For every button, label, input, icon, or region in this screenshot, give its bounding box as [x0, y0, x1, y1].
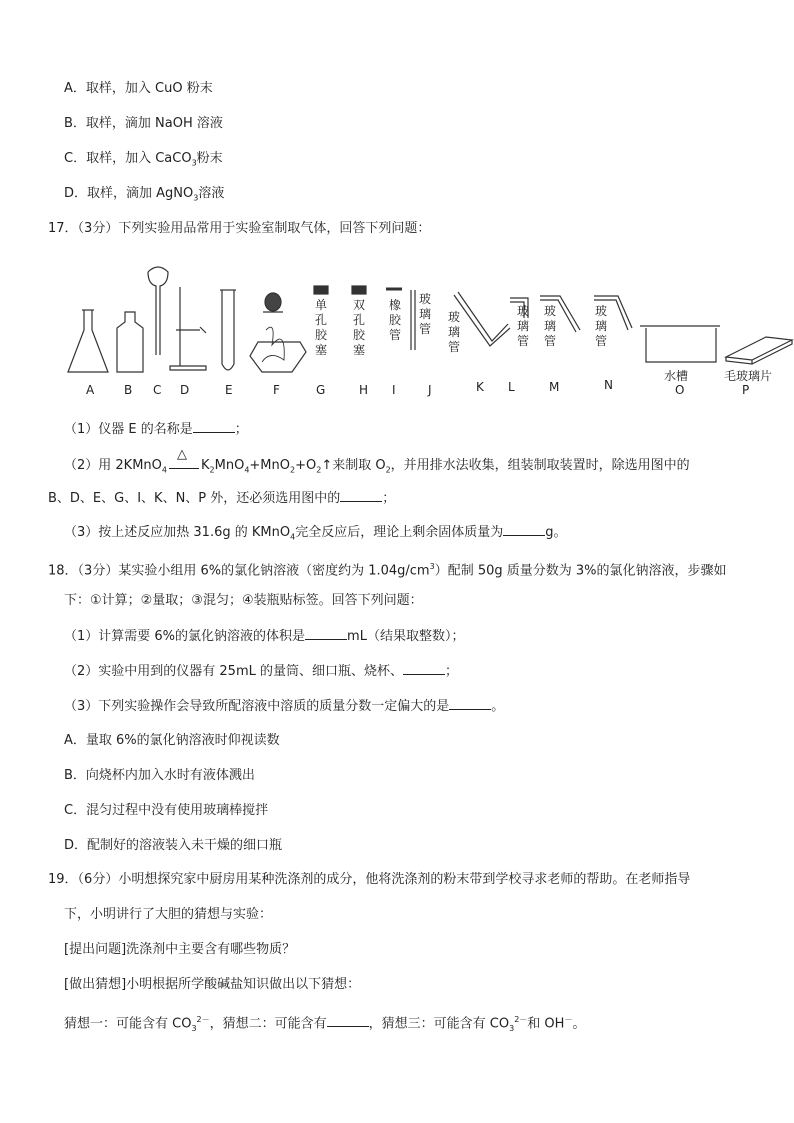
figure-label-a: A [86, 383, 95, 397]
figure-label-o: O [675, 383, 685, 397]
test-tube-drawing [222, 290, 234, 370]
word-rubber-tube: 橡胶管 [388, 298, 401, 342]
q18-sub1: （1）计算需要 6%的氯化钠溶液的体积是 mL（结果取整数）； [64, 629, 465, 644]
word-glass-tube-m: 玻璃管 [543, 304, 556, 348]
figure-label-j: J [428, 383, 432, 397]
water-trough-drawing [646, 328, 716, 362]
option-b: B．取样，滴加 NaOH 溶液 [64, 116, 223, 131]
answer-blank[interactable] [340, 489, 382, 502]
q18-stem-line2: 下：①计算；②量取；③混匀；④装瓶贴标签。回答下列问题： [64, 593, 423, 608]
option-d: D．取样，滴加 AgNO$_3$溶液 [64, 186, 225, 203]
alcohol-lamp-drawing [250, 312, 306, 372]
q19-ask: [提出问题]洗涤剂中主要含有哪些物质？ [64, 942, 296, 957]
figure-label-f: F [273, 383, 280, 397]
figure-label-g: G [316, 383, 326, 397]
option-a: A．取样，加入 CuO 粉末 [64, 81, 213, 96]
figure-label-n: N [604, 378, 613, 392]
word-glass-tube-l: 玻璃管 [516, 304, 529, 348]
figure-label-m: M [549, 380, 560, 394]
long-funnel-drawing [148, 267, 168, 355]
q18-option-b: B．向烧杯内加入水时有液体溅出 [64, 768, 255, 783]
figure-label-i: I [392, 383, 396, 397]
q18-stem: 18．（3分）某实验小组用 6%的氯化钠溶液（密度约为 $1.04g/cm^3$）配制 50g 质量分数为 3%的氯化钠溶液，步骤如 [48, 562, 727, 579]
q18-sub3: （3）下列实验操作会导致所配溶液中溶质的质量分数一定偏大的是 。 [64, 699, 505, 714]
q19-stem: 19．（6分）小明想探究家中厨房用某种洗涤剂的成分，他将洗涤剂的粉末带到学校寻求老师的帮助。在老师指导 [48, 872, 691, 887]
figure-label-p: P [742, 383, 750, 397]
iron-stand-drawing [170, 287, 206, 370]
figure-label-d: D [180, 383, 190, 397]
figure-label-b: B [124, 383, 133, 397]
answer-blank[interactable] [403, 662, 445, 675]
word-glass-tube-k: 玻璃管 [447, 310, 460, 354]
figure-label-l: L [508, 380, 515, 394]
glass-plate-drawing [726, 337, 792, 364]
word-glass-tube-n: 玻璃管 [594, 304, 607, 348]
answer-blank[interactable] [449, 697, 491, 710]
heat-symbol: △ [176, 447, 187, 462]
word-single-hole-stopper: 单孔胶塞 [314, 298, 327, 357]
word-double-hole-stopper: 双孔胶塞 [352, 298, 365, 357]
figure-label-k: K [476, 380, 484, 394]
q17-sub1: （1）仪器 E 的名称是 ； [64, 422, 248, 437]
q18-option-a: A．量取 6%的氯化钠溶液时仰视读数 [64, 733, 280, 748]
answer-blank[interactable] [305, 627, 347, 640]
q17-sub2: （2）用 2KMnO$_4$ △ $K_2MnO_4+MnO_2+O_2↑$来制取 $O_2$，并用排水法收集，组装制取装置时，除选用图中的 [64, 447, 690, 475]
v-tube-drawing [454, 292, 510, 346]
figure-label-e: E [225, 383, 233, 397]
answer-blank[interactable] [327, 1014, 369, 1027]
word-water-trough: 水槽 [664, 369, 689, 383]
q18-option-d: D．配制好的溶液装入未干燥的细口瓶 [64, 838, 283, 853]
q19-guesses: 猜想一：可能含有 $CO_3^{2-}$，猜想二：可能含有 ，猜想三：可能含有 $CO_3^{2-}$和 OH－。 [64, 1015, 586, 1033]
q19-guess: [做出猜想]小明根据所学酸碱盐知识做出以下猜想： [64, 977, 361, 992]
answer-blank[interactable] [503, 523, 545, 536]
q17-stem: 17．（3分）下列实验用品常用于实验室制取气体，回答下列问题： [48, 221, 431, 236]
word-glass-tube-j: 玻璃管 [418, 292, 431, 336]
option-c: C．取样，加入 CaCO$_3$粉末 [64, 151, 223, 168]
q18-sub2: （2）实验中用到的仪器有 25mL 的量筒、细口瓶、烧杯、 ； [64, 664, 458, 679]
q17-sub2-line2: B、D、E、G、I、K、N、P 外，还必须选用图中的 ； [48, 491, 396, 506]
q18-option-c: C．混匀过程中没有使用玻璃棒搅拌 [64, 803, 269, 818]
conical-flask-drawing [68, 310, 108, 372]
word-glass-plate: 毛玻璃片 [724, 369, 773, 383]
answer-blank[interactable] [193, 420, 235, 433]
q19-stem-line2: 下，小明讲行了大胆的猜想与实验： [64, 907, 273, 922]
figure-label-c: C [153, 383, 162, 397]
figure-label-h: H [359, 383, 369, 397]
bottle-drawing [117, 312, 143, 372]
q17-sub3: （3）按上述反应加热 31.6g 的 KMnO$_4$完全反应后，理论上剩余固体质量为 g。 [64, 525, 567, 542]
